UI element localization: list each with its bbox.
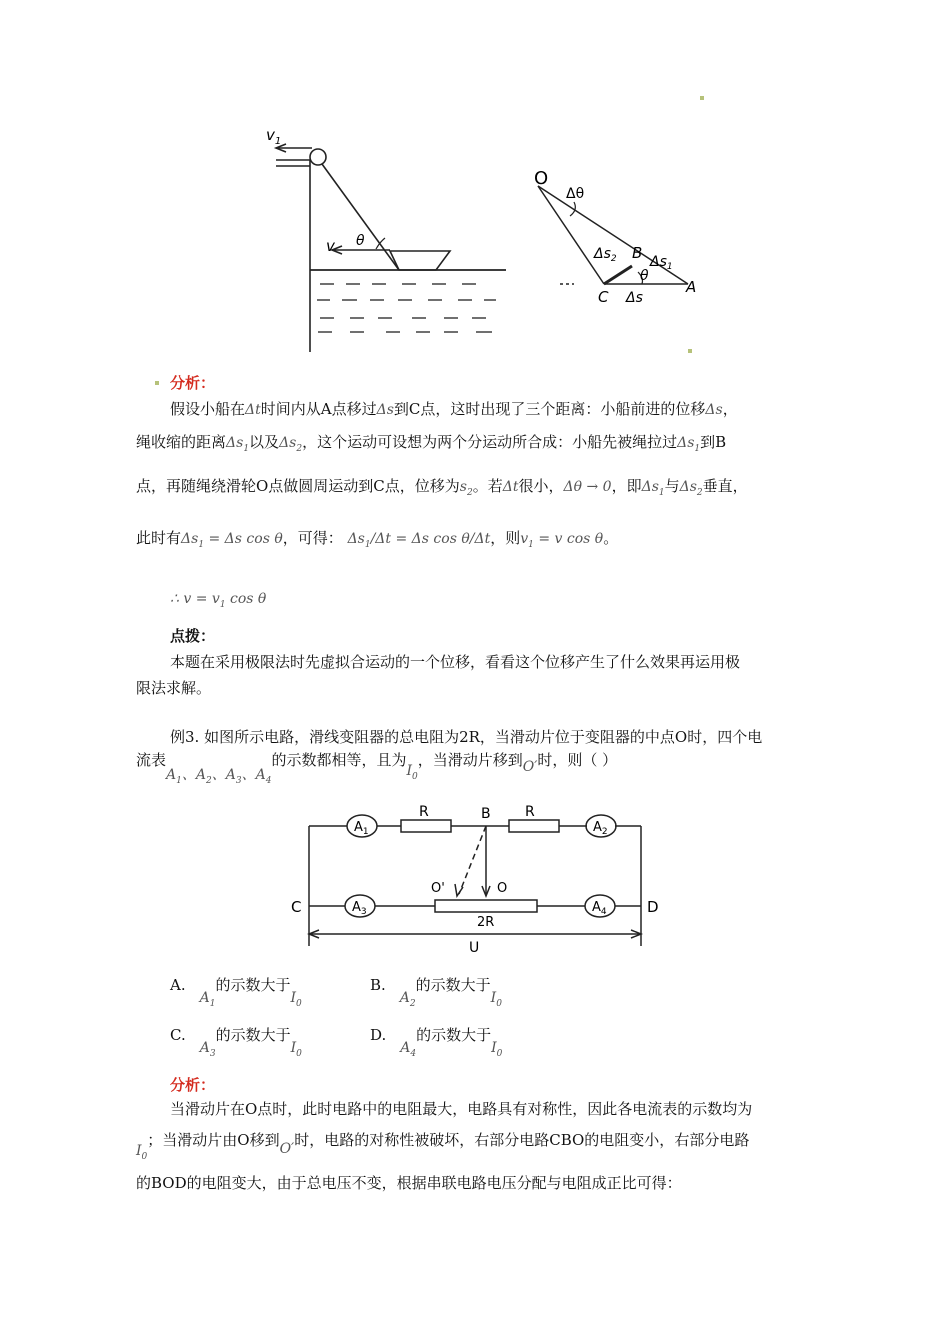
analysis-heading: 分析： [170, 374, 216, 392]
example3-line-2: 流表$A_1$、$A_2$、$A_3$、$A_4$的示数都相等，且为$I_0$，当滑动片移到O′时，则（ ） [136, 751, 618, 786]
slider-O-label: O [497, 881, 508, 896]
scan-dot [155, 381, 159, 385]
displacement-triangle-figure [534, 168, 710, 308]
conclusion-formula: ∴ $v = v_1$ cos θ [170, 591, 267, 610]
node-C-label: C [291, 898, 302, 916]
point-A-label: A [686, 278, 697, 296]
analysis2-line-1: 当滑动片在O点时，此时电路中的电阻最大，电路具有对称性，因此各电流表的示数均为 [170, 1100, 753, 1118]
boat-pulley-figure [262, 120, 512, 360]
v-label: v [326, 237, 335, 255]
node-B-label: B [481, 806, 491, 822]
hint-line-1: 本题在采用极限法时先虚拟合运动的一个位移，看看这个位移产生了什么效果再运用极 [170, 653, 741, 671]
example3-line-1: 例3. 如图所示电路，滑线变阻器的总电阻为2R，当滑动片位于变阻器的中点O时，四个电 [170, 728, 763, 746]
option-B[interactable]: $B.A_2$的示数大于$I_0$ [370, 976, 502, 1009]
voltage-U-label: U [469, 940, 480, 956]
theta-label: θ [356, 233, 365, 249]
slider-Oprime-label: O' [431, 881, 445, 896]
ds-label: Δs [626, 290, 643, 306]
node-D-label: D [647, 898, 659, 916]
analysis-line-2: 绳收缩的距离$\Delta s_1$以及$\Delta s_2$，这个运动可设想为两个分运动所合成：小船先被绳拉过$\Delta s_1$到B [136, 433, 727, 454]
analysis2-line-3: 的BOD的电阻变大，由于总电压不变，根据串联电路电压分配与电阻成正比可得： [136, 1174, 682, 1192]
point-B-label: B [632, 244, 643, 262]
hint-line-2: 限法求解。 [136, 679, 212, 697]
resistor-R2-label: R [525, 804, 535, 820]
analysis2-heading: 分析： [170, 1076, 216, 1094]
option-A[interactable]: $A.A_1$的示数大于$I_0$ [170, 976, 302, 1009]
ammeter-A2-label: $A_2$ [593, 820, 608, 837]
hint-heading: 点拨： [170, 627, 216, 645]
rheostat-2R-label: 2R [477, 915, 495, 930]
analysis-line-4: 此时有$\Delta s_1 = \Delta s$ cos θ，可得： $\Delta s_1/\Delta t = \Delta s$ cos θ/Δt，则$v_1 = v$ cos θ。 [136, 529, 619, 550]
theta2-label: θ [640, 268, 649, 284]
ammeter-A4-label: $A_4$ [592, 900, 607, 917]
circuit-diagram [285, 800, 665, 960]
scan-dot [700, 96, 704, 100]
analysis2-line-2: $I_0$；当滑动片由O移到O′时，电路的对称性被破坏，右部分电路CBO的电阻变小，右部分电路 [136, 1131, 750, 1162]
option-C[interactable]: $C.A_3$的示数大于$I_0$ [170, 1026, 302, 1059]
analysis-line-3: 点，再随绳绕滑轮O点做圆周运动到C点，位移为$s_2$。若Δt很小，Δθ → 0，即$\Delta s_1$与$\Delta s_2$垂直， [136, 477, 748, 498]
dtheta-label: Δθ [566, 186, 585, 202]
analysis-line-1: 假设小船在Δt时间内从A点移过Δs到C点，这时出现了三个距离：小船前进的位移Δs， [170, 400, 738, 418]
ds1-label: $\Delta s_1$ [650, 254, 673, 272]
point-O-label: O [534, 168, 549, 189]
ammeter-A1-label: $A_1$ [354, 820, 369, 837]
resistor-R1-label: R [419, 804, 429, 820]
option-D[interactable]: $D.A_4$的示数大于$I_0$ [370, 1026, 503, 1059]
v1-label: $v_1$ [266, 126, 282, 147]
scan-dot [688, 349, 692, 353]
ds2-label: $\Delta s_2$ [594, 246, 617, 264]
ammeter-A3-label: $A_3$ [352, 900, 367, 917]
point-C-label: C [598, 288, 609, 306]
